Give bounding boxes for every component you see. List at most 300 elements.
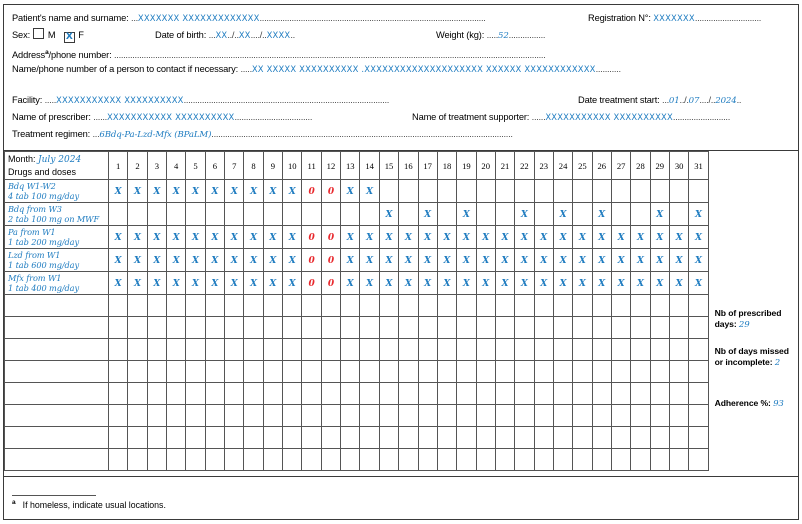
empty-dose-cell[interactable] (631, 361, 650, 383)
day-header-25[interactable]: 25 (573, 152, 592, 180)
empty-dose-cell[interactable] (437, 427, 456, 449)
empty-dose-cell[interactable] (669, 405, 688, 427)
empty-dose-cell[interactable] (669, 449, 688, 471)
dose-cell-d20[interactable] (476, 180, 495, 203)
dose-cell-d5[interactable] (186, 203, 205, 226)
empty-dose-cell[interactable] (437, 405, 456, 427)
contact-value[interactable]: XX XXXXX XXXXXXXXXX .XXXXXXXXXXXXXXXXXXXX XXXXXX XXXXXXXXXXXX (251, 64, 596, 74)
empty-dose-cell[interactable] (379, 383, 398, 405)
dose-cell-d17[interactable] (418, 226, 437, 249)
regimen-value[interactable]: 6Bdq-Pa-Lzd-Mfx (BPaLM) (99, 130, 212, 140)
dose-cell-d11[interactable] (302, 249, 321, 272)
empty-dose-cell[interactable] (457, 295, 476, 317)
dose-cell-d15[interactable] (379, 180, 398, 203)
dose-cell-d2[interactable] (128, 203, 147, 226)
empty-dose-cell[interactable] (689, 383, 708, 405)
dose-cell-d14[interactable] (360, 272, 379, 295)
empty-dose-cell[interactable] (379, 427, 398, 449)
dose-cell-d22[interactable] (515, 226, 534, 249)
empty-dose-cell[interactable] (205, 317, 224, 339)
empty-dose-cell[interactable] (244, 295, 263, 317)
empty-dose-cell[interactable] (495, 361, 514, 383)
empty-dose-cell[interactable] (515, 339, 534, 361)
empty-dose-cell[interactable] (534, 361, 553, 383)
dose-cell-d28[interactable] (631, 203, 650, 226)
empty-dose-cell[interactable] (167, 449, 186, 471)
empty-dose-cell[interactable] (689, 317, 708, 339)
empty-dose-cell[interactable] (534, 427, 553, 449)
dose-cell-d11[interactable] (302, 226, 321, 249)
empty-dose-cell[interactable] (611, 383, 630, 405)
dose-cell-d20[interactable] (476, 226, 495, 249)
empty-dose-cell[interactable] (186, 383, 205, 405)
empty-dose-cell[interactable] (186, 361, 205, 383)
empty-dose-cell[interactable] (360, 405, 379, 427)
dose-cell-d23[interactable] (534, 180, 553, 203)
empty-dose-cell[interactable] (379, 405, 398, 427)
dose-cell-d12[interactable] (321, 272, 340, 295)
dose-cell-d30[interactable] (669, 249, 688, 272)
empty-dose-cell[interactable] (418, 361, 437, 383)
empty-dose-cell[interactable] (592, 405, 611, 427)
empty-dose-cell[interactable] (418, 405, 437, 427)
empty-dose-cell[interactable] (341, 295, 360, 317)
empty-dose-cell[interactable] (128, 339, 147, 361)
day-header-6[interactable]: 6 (205, 152, 224, 180)
empty-dose-cell[interactable] (283, 449, 302, 471)
dose-cell-d9[interactable] (263, 249, 282, 272)
dose-cell-d25[interactable] (573, 180, 592, 203)
dose-cell-d20[interactable] (476, 203, 495, 226)
dose-cell-d24[interactable] (553, 203, 572, 226)
empty-dose-cell[interactable] (399, 383, 418, 405)
empty-dose-cell[interactable] (611, 449, 630, 471)
day-header-31[interactable]: 31 (689, 152, 708, 180)
day-header-23[interactable]: 23 (534, 152, 553, 180)
empty-dose-cell[interactable] (128, 361, 147, 383)
empty-dose-cell[interactable] (631, 339, 650, 361)
drug-name-cell[interactable] (5, 180, 109, 203)
dose-cell-d4[interactable] (167, 272, 186, 295)
registration-value[interactable]: XXXXXXX (653, 13, 695, 23)
empty-dose-cell[interactable] (534, 339, 553, 361)
empty-dose-cell[interactable] (476, 317, 495, 339)
empty-dose-cell[interactable] (611, 427, 630, 449)
date-start-day[interactable]: 01 (668, 96, 680, 106)
dose-cell-d19[interactable] (457, 180, 476, 203)
empty-dose-cell[interactable] (457, 383, 476, 405)
empty-dose-cell[interactable] (495, 427, 514, 449)
empty-dose-cell[interactable] (534, 405, 553, 427)
empty-dose-cell[interactable] (147, 317, 166, 339)
empty-dose-cell[interactable] (399, 317, 418, 339)
empty-dose-cell[interactable] (302, 427, 321, 449)
dose-cell-d20[interactable] (476, 272, 495, 295)
prescriber-value[interactable]: XXXXXXXXXXX XXXXXXXXXX (106, 112, 235, 122)
dose-cell-d27[interactable] (611, 203, 630, 226)
dose-cell-d30[interactable] (669, 226, 688, 249)
empty-dose-cell[interactable] (186, 405, 205, 427)
empty-dose-cell[interactable] (109, 317, 128, 339)
empty-dose-cell[interactable] (495, 295, 514, 317)
empty-dose-cell[interactable] (650, 339, 669, 361)
empty-dose-cell[interactable] (225, 383, 244, 405)
weight-value[interactable]: 52 (498, 31, 509, 41)
empty-dose-cell[interactable] (534, 383, 553, 405)
dob-year[interactable]: XXXX (266, 30, 291, 40)
dose-cell-d22[interactable] (515, 249, 534, 272)
empty-dose-cell[interactable] (476, 449, 495, 471)
empty-dose-cell[interactable] (167, 361, 186, 383)
empty-dose-cell[interactable] (263, 383, 282, 405)
empty-dose-cell[interactable] (379, 295, 398, 317)
day-header-18[interactable]: 18 (437, 152, 456, 180)
dose-cell-d13[interactable] (341, 249, 360, 272)
empty-dose-cell[interactable] (476, 427, 495, 449)
empty-dose-cell[interactable] (341, 427, 360, 449)
dose-cell-d26[interactable] (592, 249, 611, 272)
dose-cell-d28[interactable] (631, 272, 650, 295)
empty-dose-cell[interactable] (341, 405, 360, 427)
dose-cell-d13[interactable] (341, 203, 360, 226)
dose-cell-d16[interactable] (399, 226, 418, 249)
dose-cell-d11[interactable] (302, 272, 321, 295)
empty-dose-cell[interactable] (457, 427, 476, 449)
dose-cell-d25[interactable] (573, 272, 592, 295)
empty-dose-cell[interactable] (360, 295, 379, 317)
empty-dose-cell[interactable] (650, 295, 669, 317)
dose-cell-d18[interactable] (437, 272, 456, 295)
empty-dose-cell[interactable] (283, 383, 302, 405)
empty-dose-cell[interactable] (534, 295, 553, 317)
empty-dose-cell[interactable] (515, 317, 534, 339)
dose-cell-d14[interactable] (360, 203, 379, 226)
empty-dose-cell[interactable] (360, 427, 379, 449)
day-header-3[interactable]: 3 (147, 152, 166, 180)
drug-name-cell[interactable] (5, 249, 109, 272)
empty-dose-cell[interactable] (631, 295, 650, 317)
empty-dose-cell[interactable] (283, 405, 302, 427)
empty-dose-cell[interactable] (263, 295, 282, 317)
empty-dose-cell[interactable] (147, 427, 166, 449)
empty-dose-cell[interactable] (128, 383, 147, 405)
empty-dose-cell[interactable] (186, 449, 205, 471)
dose-cell-d10[interactable] (283, 249, 302, 272)
dose-cell-d27[interactable] (611, 180, 630, 203)
dose-cell-d21[interactable] (495, 249, 514, 272)
day-header-21[interactable]: 21 (495, 152, 514, 180)
dose-cell-d6[interactable] (205, 249, 224, 272)
empty-drug-name-cell[interactable] (5, 383, 109, 405)
dose-cell-d10[interactable] (283, 180, 302, 203)
empty-dose-cell[interactable] (244, 449, 263, 471)
empty-dose-cell[interactable] (476, 383, 495, 405)
empty-dose-cell[interactable] (147, 295, 166, 317)
day-header-14[interactable]: 14 (360, 152, 379, 180)
drug-name-cell[interactable] (5, 272, 109, 295)
empty-dose-cell[interactable] (341, 383, 360, 405)
empty-dose-cell[interactable] (611, 295, 630, 317)
dose-cell-d22[interactable] (515, 203, 534, 226)
empty-dose-cell[interactable] (147, 361, 166, 383)
empty-dose-cell[interactable] (225, 317, 244, 339)
dose-cell-d11[interactable] (302, 180, 321, 203)
empty-dose-cell[interactable] (302, 449, 321, 471)
dose-cell-d23[interactable] (534, 203, 553, 226)
dose-cell-d18[interactable] (437, 249, 456, 272)
empty-dose-cell[interactable] (283, 317, 302, 339)
empty-dose-cell[interactable] (573, 339, 592, 361)
dose-cell-d29[interactable] (650, 180, 669, 203)
empty-dose-cell[interactable] (611, 317, 630, 339)
dose-cell-d28[interactable] (631, 249, 650, 272)
dose-cell-d14[interactable] (360, 249, 379, 272)
empty-dose-cell[interactable] (225, 339, 244, 361)
dose-cell-d3[interactable] (147, 226, 166, 249)
empty-dose-cell[interactable] (457, 361, 476, 383)
empty-dose-cell[interactable] (399, 427, 418, 449)
empty-dose-cell[interactable] (669, 361, 688, 383)
empty-dose-cell[interactable] (263, 427, 282, 449)
empty-dose-cell[interactable] (186, 339, 205, 361)
empty-dose-cell[interactable] (147, 339, 166, 361)
empty-dose-cell[interactable] (553, 317, 572, 339)
empty-dose-cell[interactable] (689, 427, 708, 449)
dose-cell-d8[interactable] (244, 180, 263, 203)
empty-dose-cell[interactable] (650, 317, 669, 339)
empty-dose-cell[interactable] (631, 383, 650, 405)
dose-cell-d7[interactable] (225, 249, 244, 272)
empty-dose-cell[interactable] (321, 339, 340, 361)
empty-dose-cell[interactable] (205, 295, 224, 317)
dose-cell-d9[interactable] (263, 226, 282, 249)
dose-cell-d21[interactable] (495, 180, 514, 203)
dose-cell-d10[interactable] (283, 203, 302, 226)
empty-dose-cell[interactable] (553, 383, 572, 405)
empty-dose-cell[interactable] (573, 405, 592, 427)
dose-cell-d22[interactable] (515, 272, 534, 295)
dose-cell-d27[interactable] (611, 272, 630, 295)
day-header-2[interactable]: 2 (128, 152, 147, 180)
empty-dose-cell[interactable] (109, 295, 128, 317)
empty-dose-cell[interactable] (109, 427, 128, 449)
empty-dose-cell[interactable] (321, 317, 340, 339)
empty-dose-cell[interactable] (669, 339, 688, 361)
dose-cell-d26[interactable] (592, 272, 611, 295)
empty-dose-cell[interactable] (360, 383, 379, 405)
day-header-20[interactable]: 20 (476, 152, 495, 180)
empty-dose-cell[interactable] (128, 295, 147, 317)
empty-dose-cell[interactable] (263, 361, 282, 383)
dose-cell-d15[interactable] (379, 249, 398, 272)
empty-dose-cell[interactable] (592, 361, 611, 383)
empty-dose-cell[interactable] (611, 361, 630, 383)
dose-cell-d3[interactable] (147, 249, 166, 272)
empty-dose-cell[interactable] (263, 449, 282, 471)
empty-dose-cell[interactable] (167, 295, 186, 317)
empty-dose-cell[interactable] (592, 317, 611, 339)
day-header-19[interactable]: 19 (457, 152, 476, 180)
day-header-29[interactable]: 29 (650, 152, 669, 180)
dose-cell-d25[interactable] (573, 203, 592, 226)
dose-cell-d28[interactable] (631, 180, 650, 203)
dose-cell-d15[interactable] (379, 272, 398, 295)
empty-dose-cell[interactable] (321, 449, 340, 471)
dose-cell-d16[interactable] (399, 249, 418, 272)
empty-dose-cell[interactable] (573, 449, 592, 471)
empty-dose-cell[interactable] (495, 383, 514, 405)
empty-drug-name-cell[interactable] (5, 405, 109, 427)
dose-cell-d19[interactable] (457, 272, 476, 295)
empty-dose-cell[interactable] (650, 427, 669, 449)
empty-dose-cell[interactable] (399, 361, 418, 383)
day-header-13[interactable]: 13 (341, 152, 360, 180)
dose-cell-d31[interactable] (689, 180, 708, 203)
dose-cell-d11[interactable] (302, 203, 321, 226)
dose-cell-d1[interactable] (109, 203, 128, 226)
empty-dose-cell[interactable] (341, 317, 360, 339)
empty-dose-cell[interactable] (302, 339, 321, 361)
empty-dose-cell[interactable] (186, 427, 205, 449)
empty-dose-cell[interactable] (167, 317, 186, 339)
empty-dose-cell[interactable] (109, 361, 128, 383)
empty-dose-cell[interactable] (341, 361, 360, 383)
empty-dose-cell[interactable] (418, 383, 437, 405)
empty-dose-cell[interactable] (225, 361, 244, 383)
dose-cell-d17[interactable] (418, 272, 437, 295)
empty-dose-cell[interactable] (495, 317, 514, 339)
empty-dose-cell[interactable] (437, 339, 456, 361)
empty-dose-cell[interactable] (205, 427, 224, 449)
empty-dose-cell[interactable] (341, 339, 360, 361)
empty-dose-cell[interactable] (109, 339, 128, 361)
empty-dose-cell[interactable] (669, 427, 688, 449)
empty-dose-cell[interactable] (592, 295, 611, 317)
dose-cell-d16[interactable] (399, 203, 418, 226)
day-header-7[interactable]: 7 (225, 152, 244, 180)
empty-dose-cell[interactable] (360, 317, 379, 339)
empty-drug-name-cell[interactable] (5, 317, 109, 339)
empty-dose-cell[interactable] (515, 449, 534, 471)
dob-day[interactable]: XX (215, 30, 228, 40)
empty-drug-name-cell[interactable] (5, 361, 109, 383)
dose-cell-d1[interactable] (109, 226, 128, 249)
empty-dose-cell[interactable] (263, 339, 282, 361)
day-header-15[interactable]: 15 (379, 152, 398, 180)
empty-dose-cell[interactable] (147, 405, 166, 427)
dose-cell-d6[interactable] (205, 203, 224, 226)
empty-dose-cell[interactable] (321, 361, 340, 383)
empty-dose-cell[interactable] (244, 427, 263, 449)
dose-cell-d23[interactable] (534, 226, 553, 249)
dose-cell-d13[interactable] (341, 180, 360, 203)
date-start-year[interactable]: 2024 (715, 96, 737, 106)
day-header-27[interactable]: 27 (611, 152, 630, 180)
dose-cell-d24[interactable] (553, 180, 572, 203)
dose-cell-d5[interactable] (186, 249, 205, 272)
empty-dose-cell[interactable] (669, 383, 688, 405)
empty-dose-cell[interactable] (360, 361, 379, 383)
dose-cell-d21[interactable] (495, 203, 514, 226)
empty-dose-cell[interactable] (457, 449, 476, 471)
dose-cell-d17[interactable] (418, 180, 437, 203)
dose-cell-d25[interactable] (573, 226, 592, 249)
empty-dose-cell[interactable] (321, 427, 340, 449)
day-header-26[interactable]: 26 (592, 152, 611, 180)
empty-dose-cell[interactable] (515, 427, 534, 449)
empty-dose-cell[interactable] (631, 427, 650, 449)
dose-cell-d16[interactable] (399, 180, 418, 203)
empty-dose-cell[interactable] (379, 339, 398, 361)
empty-dose-cell[interactable] (650, 449, 669, 471)
empty-dose-cell[interactable] (553, 295, 572, 317)
dose-cell-d27[interactable] (611, 249, 630, 272)
empty-dose-cell[interactable] (302, 317, 321, 339)
empty-dose-cell[interactable] (592, 427, 611, 449)
dose-cell-d6[interactable] (205, 226, 224, 249)
day-header-28[interactable]: 28 (631, 152, 650, 180)
empty-dose-cell[interactable] (573, 295, 592, 317)
empty-dose-cell[interactable] (573, 317, 592, 339)
dose-cell-d8[interactable] (244, 226, 263, 249)
empty-drug-name-cell[interactable] (5, 427, 109, 449)
empty-dose-cell[interactable] (689, 449, 708, 471)
empty-dose-cell[interactable] (321, 295, 340, 317)
empty-dose-cell[interactable] (650, 383, 669, 405)
dose-cell-d29[interactable] (650, 249, 669, 272)
day-header-17[interactable]: 17 (418, 152, 437, 180)
day-header-9[interactable]: 9 (263, 152, 282, 180)
dose-cell-d4[interactable] (167, 203, 186, 226)
empty-dose-cell[interactable] (283, 295, 302, 317)
empty-dose-cell[interactable] (495, 449, 514, 471)
dose-cell-d10[interactable] (283, 226, 302, 249)
empty-dose-cell[interactable] (283, 361, 302, 383)
dose-cell-d12[interactable] (321, 203, 340, 226)
dose-cell-d7[interactable] (225, 226, 244, 249)
dose-cell-d4[interactable] (167, 180, 186, 203)
dose-cell-d13[interactable] (341, 272, 360, 295)
empty-dose-cell[interactable] (244, 405, 263, 427)
empty-dose-cell[interactable] (399, 339, 418, 361)
dose-cell-d12[interactable] (321, 226, 340, 249)
dose-cell-d17[interactable] (418, 249, 437, 272)
empty-dose-cell[interactable] (437, 295, 456, 317)
empty-dose-cell[interactable] (109, 405, 128, 427)
empty-dose-cell[interactable] (573, 427, 592, 449)
empty-dose-cell[interactable] (573, 383, 592, 405)
empty-dose-cell[interactable] (244, 317, 263, 339)
empty-dose-cell[interactable] (611, 405, 630, 427)
empty-dose-cell[interactable] (263, 405, 282, 427)
dose-cell-d6[interactable] (205, 180, 224, 203)
dose-cell-d10[interactable] (283, 272, 302, 295)
empty-dose-cell[interactable] (631, 405, 650, 427)
empty-dose-cell[interactable] (128, 405, 147, 427)
empty-dose-cell[interactable] (437, 449, 456, 471)
dose-cell-d27[interactable] (611, 226, 630, 249)
empty-dose-cell[interactable] (147, 383, 166, 405)
dose-cell-d26[interactable] (592, 226, 611, 249)
empty-dose-cell[interactable] (611, 339, 630, 361)
day-header-30[interactable]: 30 (669, 152, 688, 180)
dose-cell-d24[interactable] (553, 249, 572, 272)
empty-dose-cell[interactable] (244, 383, 263, 405)
empty-dose-cell[interactable] (186, 295, 205, 317)
empty-dose-cell[interactable] (225, 427, 244, 449)
empty-dose-cell[interactable] (244, 361, 263, 383)
empty-dose-cell[interactable] (321, 405, 340, 427)
